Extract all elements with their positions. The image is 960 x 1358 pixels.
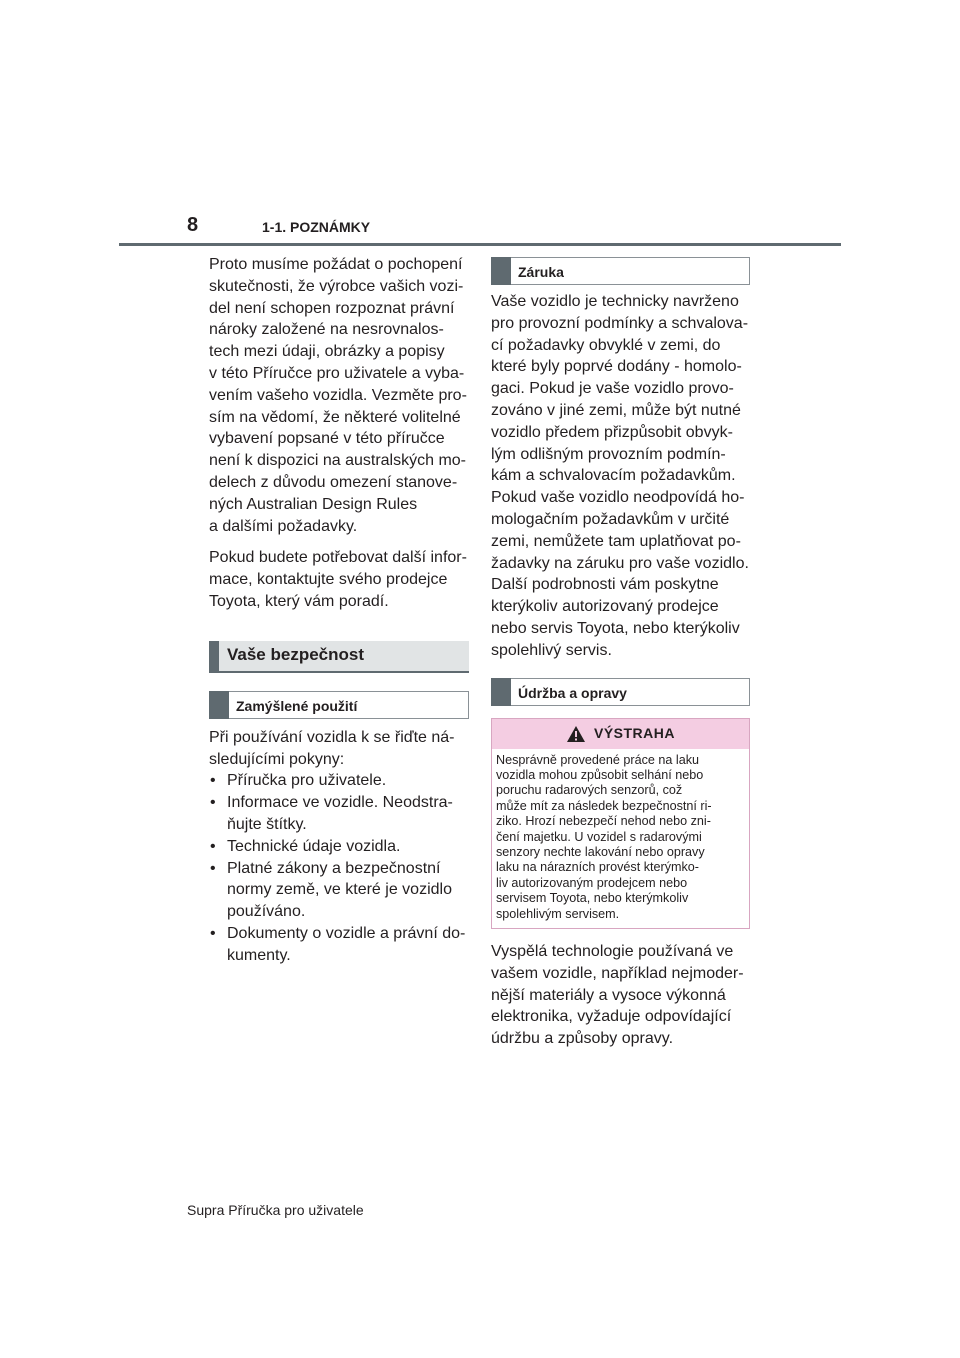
text-line: vybavení popsané v této příručce [209,430,445,448]
text-line: v této Příručce pro uživatele a vyba- [209,364,465,382]
warning-text [492,749,749,928]
text-line: Proto musíme požádat o pochopení [209,256,463,273]
text-line: Nesprávně provedené práce na laku [496,752,700,767]
text-line: zováno v jiné zemi, může být nutné [491,401,741,419]
footer-text: Supra Příručka pro uživatele [187,1202,364,1218]
text-line: del není schopen rozpoznat právní [209,299,455,317]
text-line: a dalšími požadavky. [209,517,358,535]
text-line: vozidlo předem přizpůsobit obvyk- [491,423,733,441]
intro-paragraph [209,254,471,537]
text-line: skutečnosti, že výrobce vašich vozi- [209,277,464,295]
technology-paragraph [491,941,753,1050]
text-line: lým odlišným provozním podmín- [491,445,726,463]
text-line: liv autorizovaným prodejcem nebo [496,875,688,890]
text-line: mace, kontaktujte svého prodejce [209,571,448,589]
warranty-heading [491,257,750,285]
warranty-paragraph [491,291,753,662]
text-line: kterýkoliv autorizovaný prodejce [491,598,719,616]
text-line: kám a schvalovacím požadavkům. [491,467,736,485]
text-line: elektronika, vyžaduje odpovídající [491,1008,732,1026]
maintenance-heading-label: Údržba a opravy [518,684,627,701]
text-line: spolehlivým servisem. [496,906,620,921]
text-line: delech z důvodu omezení stanove- [209,473,458,491]
warning-title: VÝSTRAHA [593,724,675,741]
guidelines-list [209,770,471,966]
text-line: ňujte štítky. [227,815,307,833]
text-line: čení majetku. U vozidel s radarovými [496,829,702,844]
maintenance-heading [491,678,750,706]
text-line: nější materiály a vysoce výkonná [491,986,726,1004]
text-line: poruchu radarových senzorů, což [496,783,683,798]
section-heading-label: Vaše bezpečnost [227,644,365,664]
text-line: které byly poprvé dodány - homolo- [491,358,742,376]
text-line: gaci. Pokud je vaše vozidlo provo- [491,380,734,398]
list-item [209,858,471,923]
subheading-label: Zamýšlené použití [236,697,358,714]
text-line: sledujícími pokyny: [209,750,345,768]
list-item [209,770,471,792]
text-line: vením vašeho vozidla. Vezměte pro- [209,386,467,404]
text-line: vašem vozidle, například nejmoder- [491,964,744,982]
text-line: mologačním požadavkům v určité [491,510,730,528]
text-line: Dokumenty o vozidle a právní do- [227,924,466,942]
right-column [491,257,753,1060]
text-line: Toyota, který vám poradí. [209,592,389,610]
text-line: Technické údaje vozidla. [227,837,401,855]
text-line: sím na vědomí, že některé volitelné [209,408,461,426]
text-line: Při používání vozidla k se řiďte ná- [209,728,455,746]
text-line: Příručka pro uživatele. [227,772,387,790]
usage-paragraph [209,727,471,771]
text-line: kumenty. [227,946,291,964]
list-item [209,792,471,836]
text-line: zemi, nemůžete tam uplatňovat po- [491,532,741,550]
text-line: laku na nárazních provést kterýmko- [496,860,699,875]
text-line: Vaše vozidlo je technicky navrženo [491,293,739,310]
text-line: cí požadavky obvyklé v zemi, do [491,336,721,354]
text-line: může mít za následek bezpečnostní ri- [496,798,712,813]
subheading-bar [491,678,511,706]
section-title: 1-1. POZNÁMKY [262,219,371,235]
text-line: Vyspělá technologie používaná ve [491,943,734,961]
text-line: Pokud vaše vozidlo neodpovídá ho- [491,489,745,507]
subheading-bar [491,257,511,285]
text-line: ných Australian Design Rules [209,495,418,513]
list-item [209,836,471,858]
text-line: ziko. Hrozí nebezpečí nehod nebo zni- [496,814,711,829]
text-line: senzory nechte lakování nebo opravy [496,844,705,859]
page-number: 8 [187,214,199,236]
warning-triangle-icon [566,725,586,743]
text-line: pro provozní podmínky a schvalova- [491,314,749,332]
text-line: Pokud budete potřebovat další infor- [209,549,467,567]
warranty-heading-label: Záruka [518,264,564,280]
header-divider [119,243,841,246]
subheading [209,691,469,719]
text-line: normy země, ve které je vozidlo [227,881,452,899]
warning-box [491,718,750,929]
left-column [209,254,471,967]
text-line: spolehlivý servis. [491,641,612,659]
contact-paragraph [209,547,471,612]
subheading-bar [209,691,229,719]
text-line: Další podrobnosti vám poskytne [491,576,719,594]
text-line: nároky založené na nesrovnalos- [209,321,444,339]
text-line: používáno. [227,903,306,921]
text-line: servisem Toyota, nebo kterýmkoliv [496,891,689,906]
text-line: Platné zákony a bezpečnostní [227,859,441,877]
heading-bar [209,641,219,673]
warning-header [492,719,749,749]
text-line: nebo servis Toyota, nebo kterýkoliv [491,619,740,637]
section-heading [209,641,469,673]
text-line: Informace ve vozidle. Neodstra- [227,794,453,812]
text-line: tech mezi údaji, obrázky a popisy [209,343,445,361]
text-line: údržbu a způsoby opravy. [491,1030,674,1048]
text-line: není k dispozici na australských mo- [209,452,466,470]
text-line: žadavky na záruku pro vaše vozidlo. [491,554,749,572]
text-line: vozidla mohou způsobit selhání nebo [496,767,704,782]
list-item [209,923,471,967]
